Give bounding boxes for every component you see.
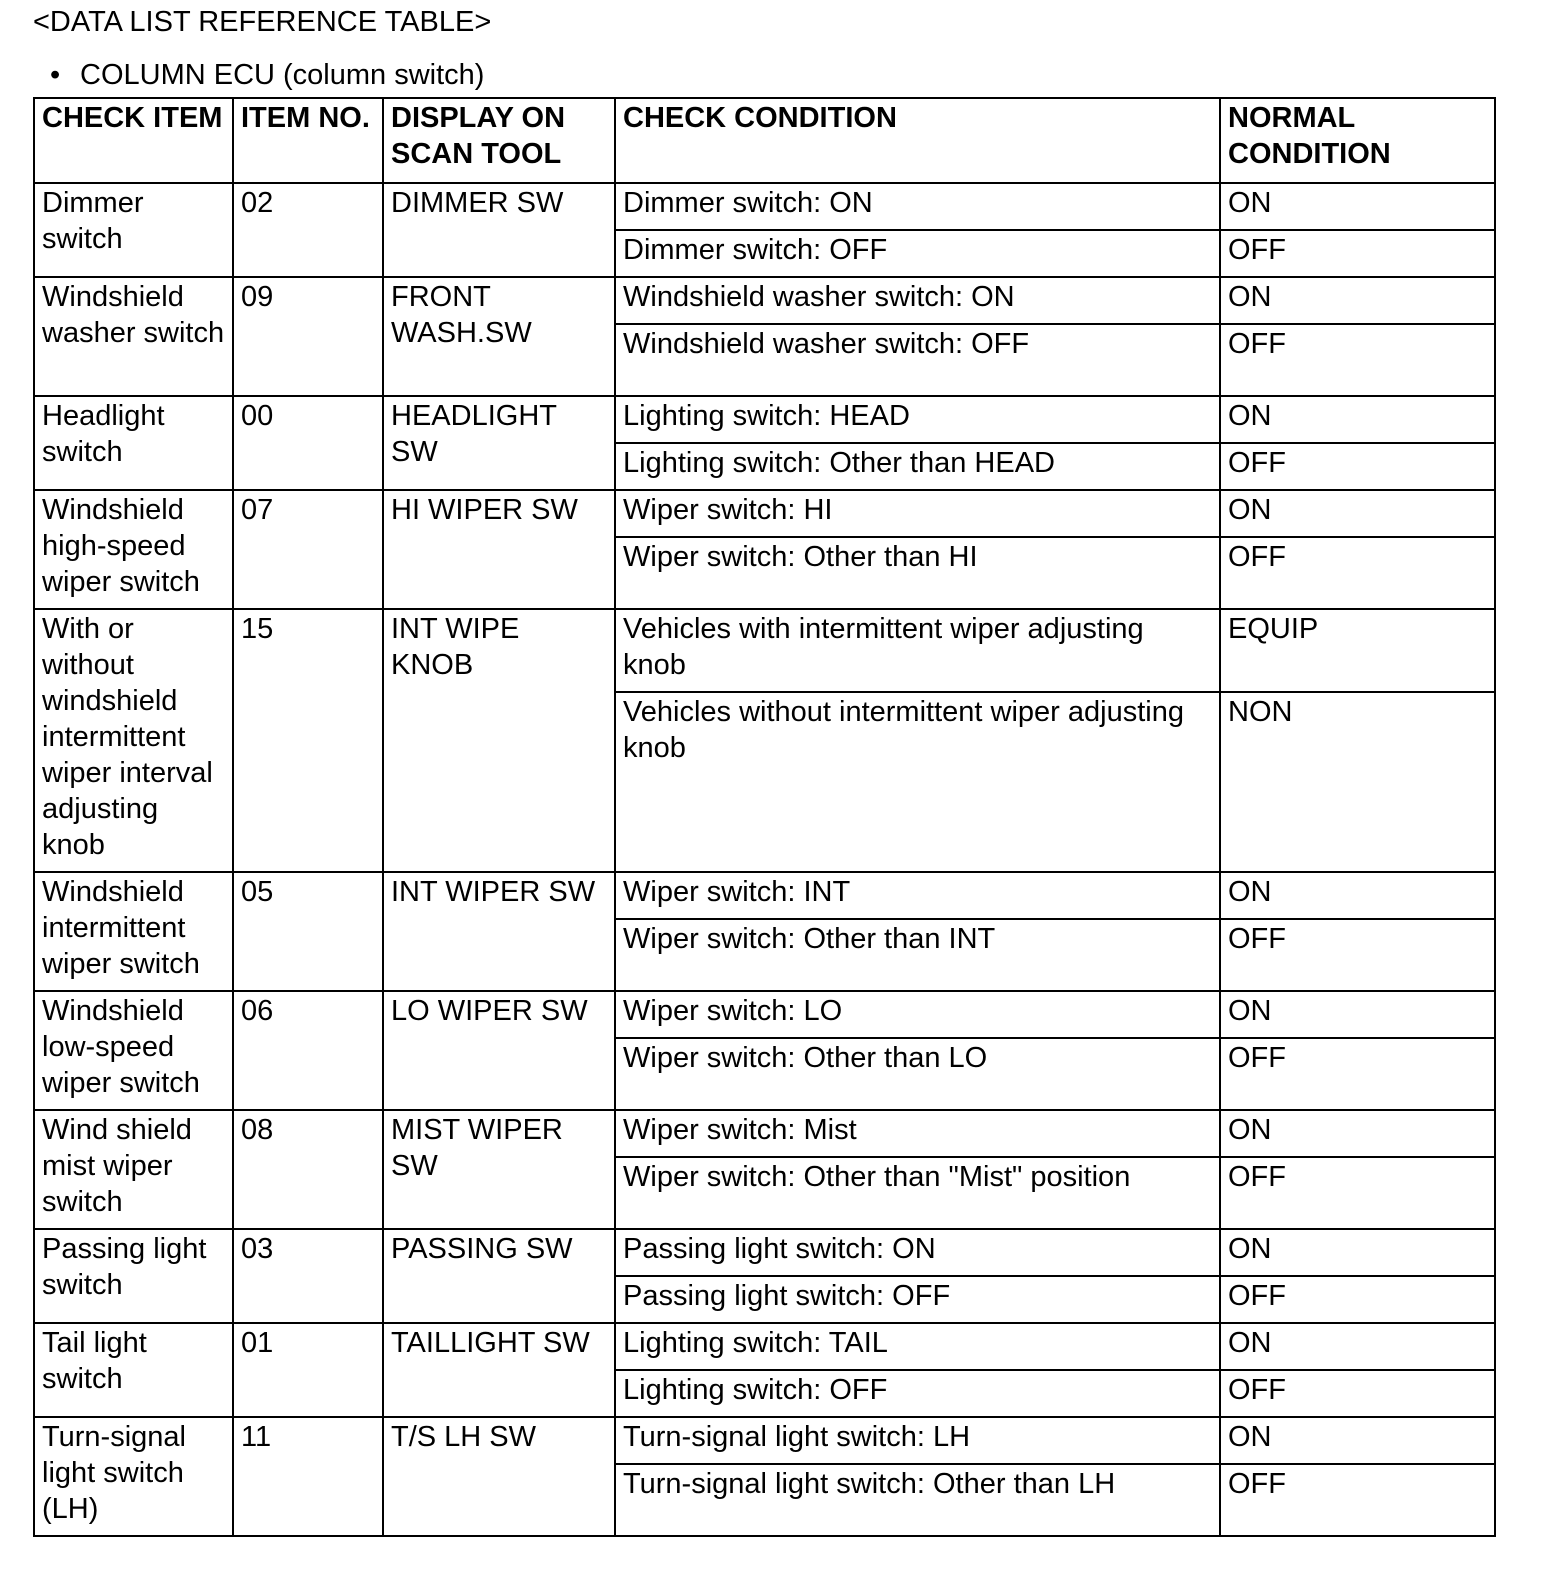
cell-item-no: 15 bbox=[233, 609, 383, 872]
cell-normal-condition: ON bbox=[1220, 1323, 1495, 1370]
cell-normal-condition: NON bbox=[1220, 692, 1495, 872]
header-normal-condition: NORMAL CONDITION bbox=[1220, 98, 1495, 183]
cell-item-no: 06 bbox=[233, 991, 383, 1110]
cell-check-condition: Passing light switch: OFF bbox=[615, 1276, 1220, 1323]
cell-normal-condition: ON bbox=[1220, 277, 1495, 324]
cell-check-condition: Wiper switch: Other than INT bbox=[615, 919, 1220, 991]
cell-check-item: Windshield intermittent wiper switch bbox=[34, 872, 233, 991]
cell-display-on-scan-tool: HEADLIGHT SW bbox=[383, 396, 615, 490]
cell-check-item: Turn-signal light switch (LH) bbox=[34, 1417, 233, 1536]
cell-normal-condition: OFF bbox=[1220, 1370, 1495, 1417]
cell-normal-condition: ON bbox=[1220, 1110, 1495, 1157]
cell-display-on-scan-tool: INT WIPE KNOB bbox=[383, 609, 615, 872]
cell-check-condition: Passing light switch: ON bbox=[615, 1229, 1220, 1276]
cell-normal-condition: OFF bbox=[1220, 537, 1495, 609]
cell-normal-condition: ON bbox=[1220, 1229, 1495, 1276]
cell-check-item: Dimmer switch bbox=[34, 183, 233, 277]
cell-item-no: 02 bbox=[233, 183, 383, 277]
cell-normal-condition: ON bbox=[1220, 183, 1495, 230]
header-row bbox=[34, 98, 1495, 183]
cell-display-on-scan-tool: TAILLIGHT SW bbox=[383, 1323, 615, 1417]
cell-check-item: Tail light switch bbox=[34, 1323, 233, 1417]
cell-display-on-scan-tool: HI WIPER SW bbox=[383, 490, 615, 609]
header-check-condition: CHECK CONDITION bbox=[615, 98, 1220, 183]
cell-check-condition: Vehicles without intermittent wiper adjusting knob bbox=[615, 692, 1220, 872]
header-display-on-scan-tool: DISPLAY ON SCAN TOOL bbox=[383, 98, 615, 183]
table-row bbox=[34, 991, 1495, 1038]
cell-normal-condition: ON bbox=[1220, 1417, 1495, 1464]
cell-item-no: 09 bbox=[233, 277, 383, 396]
cell-display-on-scan-tool: MIST WIPER SW bbox=[383, 1110, 615, 1229]
cell-normal-condition: OFF bbox=[1220, 919, 1495, 991]
bullet-marker: • bbox=[50, 59, 61, 91]
section-subheading bbox=[50, 57, 484, 93]
cell-display-on-scan-tool: FRONT WASH.SW bbox=[383, 277, 615, 396]
table-row bbox=[34, 1229, 1495, 1276]
cell-item-no: 05 bbox=[233, 872, 383, 991]
table-row bbox=[34, 1110, 1495, 1157]
cell-item-no: 01 bbox=[233, 1323, 383, 1417]
table-row bbox=[34, 1417, 1495, 1464]
cell-normal-condition: OFF bbox=[1220, 230, 1495, 277]
cell-check-condition: Lighting switch: OFF bbox=[615, 1370, 1220, 1417]
cell-normal-condition: ON bbox=[1220, 396, 1495, 443]
cell-normal-condition: ON bbox=[1220, 991, 1495, 1038]
cell-check-condition: Lighting switch: TAIL bbox=[615, 1323, 1220, 1370]
cell-check-item: Windshield washer switch bbox=[34, 277, 233, 396]
cell-check-condition: Wiper switch: Other than HI bbox=[615, 537, 1220, 609]
cell-check-condition: Turn-signal light switch: Other than LH bbox=[615, 1464, 1220, 1536]
cell-display-on-scan-tool: T/S LH SW bbox=[383, 1417, 615, 1536]
table-row bbox=[34, 277, 1495, 324]
cell-display-on-scan-tool: PASSING SW bbox=[383, 1229, 615, 1323]
cell-normal-condition: OFF bbox=[1220, 1464, 1495, 1536]
section-subheading-text: COLUMN ECU (column switch) bbox=[80, 59, 485, 91]
cell-check-condition: Wiper switch: Mist bbox=[615, 1110, 1220, 1157]
cell-normal-condition: OFF bbox=[1220, 1157, 1495, 1229]
cell-check-item: Wind shield mist wiper switch bbox=[34, 1110, 233, 1229]
header-check-item: CHECK ITEM bbox=[34, 98, 233, 183]
cell-item-no: 07 bbox=[233, 490, 383, 609]
cell-check-item: Windshield low-speed wiper switch bbox=[34, 991, 233, 1110]
cell-normal-condition: OFF bbox=[1220, 1276, 1495, 1323]
table-row bbox=[34, 1323, 1495, 1370]
table-row bbox=[34, 872, 1495, 919]
cell-item-no: 11 bbox=[233, 1417, 383, 1536]
cell-check-condition: Windshield washer switch: OFF bbox=[615, 324, 1220, 396]
data-list-table bbox=[33, 97, 1496, 1537]
table-row bbox=[34, 396, 1495, 443]
cell-item-no: 08 bbox=[233, 1110, 383, 1229]
table-row bbox=[34, 183, 1495, 230]
cell-check-condition: Dimmer switch: ON bbox=[615, 183, 1220, 230]
header-item-no: ITEM NO. bbox=[233, 98, 383, 183]
cell-check-condition: Wiper switch: HI bbox=[615, 490, 1220, 537]
cell-check-condition: Wiper switch: INT bbox=[615, 872, 1220, 919]
cell-check-condition: Wiper switch: LO bbox=[615, 991, 1220, 1038]
page-heading: <DATA LIST REFERENCE TABLE> bbox=[33, 6, 492, 38]
cell-check-condition: Wiper switch: Other than "Mist" position bbox=[615, 1157, 1220, 1229]
cell-item-no: 03 bbox=[233, 1229, 383, 1323]
cell-check-condition: Windshield washer switch: ON bbox=[615, 277, 1220, 324]
cell-check-condition: Lighting switch: HEAD bbox=[615, 396, 1220, 443]
table-row bbox=[34, 490, 1495, 537]
cell-check-item: Windshield high-speed wiper switch bbox=[34, 490, 233, 609]
cell-check-condition: Lighting switch: Other than HEAD bbox=[615, 443, 1220, 490]
table-body bbox=[34, 183, 1495, 1536]
cell-normal-condition: ON bbox=[1220, 872, 1495, 919]
cell-check-condition: Turn-signal light switch: LH bbox=[615, 1417, 1220, 1464]
cell-item-no: 00 bbox=[233, 396, 383, 490]
cell-check-condition: Vehicles with intermittent wiper adjusting knob bbox=[615, 609, 1220, 692]
cell-display-on-scan-tool: INT WIPER SW bbox=[383, 872, 615, 991]
cell-normal-condition: ON bbox=[1220, 490, 1495, 537]
cell-check-item: With or without windshield intermittent wiper interval adjusting knob bbox=[34, 609, 233, 872]
cell-normal-condition: EQUIP bbox=[1220, 609, 1495, 692]
cell-normal-condition: OFF bbox=[1220, 443, 1495, 490]
cell-normal-condition: OFF bbox=[1220, 324, 1495, 396]
cell-check-condition: Wiper switch: Other than LO bbox=[615, 1038, 1220, 1110]
cell-check-condition: Dimmer switch: OFF bbox=[615, 230, 1220, 277]
table-header bbox=[34, 98, 1495, 183]
cell-check-item: Passing light switch bbox=[34, 1229, 233, 1323]
cell-display-on-scan-tool: LO WIPER SW bbox=[383, 991, 615, 1110]
cell-check-item: Headlight switch bbox=[34, 396, 233, 490]
cell-normal-condition: OFF bbox=[1220, 1038, 1495, 1110]
table-row bbox=[34, 609, 1495, 692]
cell-display-on-scan-tool: DIMMER SW bbox=[383, 183, 615, 277]
